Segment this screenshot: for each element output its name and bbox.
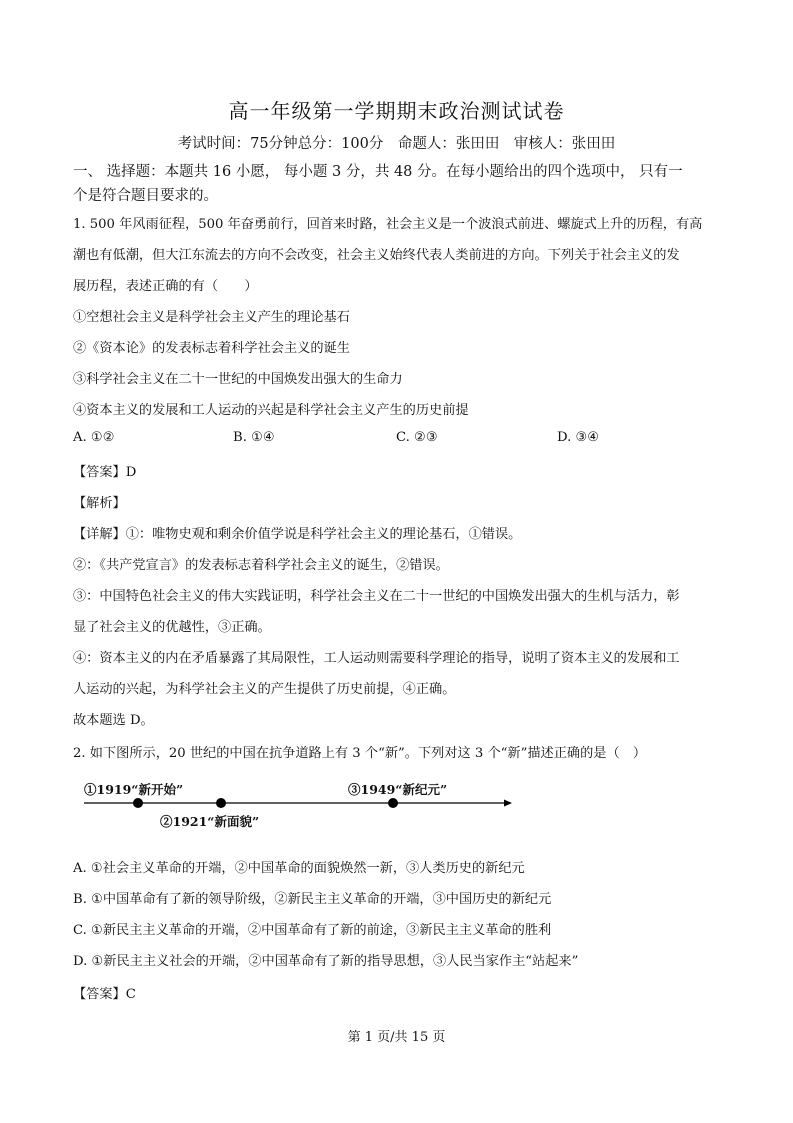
q2-stem: 2. 如下图所示，20 世纪的中国在抗争道路上有 3 个“新”。下列对这 3 个“新”描述正确的是（ ） <box>73 746 647 761</box>
q2-option-b: B. ①中国革命有了新的领导阶级，②新民主主义革命的开端，③中国历史的新纪元 <box>73 892 552 907</box>
q2-answer <box>73 983 136 1002</box>
q1-item-4: ④资本主义的发展和工人运动的兴起是科学社会主义产生的历史前提 <box>73 403 469 418</box>
timeline-arrow <box>504 800 512 807</box>
timeline-point-1919 <box>133 798 143 808</box>
q1-item-3: ③科学社会主义在二十一世纪的中国焕发出强大的生命力 <box>73 372 403 387</box>
q1-detail-line3: ③：中国特色社会主义的伟大实践证明，科学社会主义在二十一世纪的中国焕发出强大的生机与活力，彰 <box>73 589 680 604</box>
q1-option-d: D. ③④ <box>557 430 600 445</box>
q1-option-c: C. ②③ <box>396 430 438 445</box>
detail-text: ①：唯物史观和剩余价值学说是科学社会主义的理论基石，①错误。 <box>125 527 522 542</box>
q1-analysis-tag: 【解析】 <box>73 496 126 511</box>
q1-option-a: A. ①② <box>73 430 115 445</box>
q1-detail-line5: ④：资本主义的内在矛盾暴露了其局限性，工人运动则需要科学理论的指导，说明了资本主义的发展和工 <box>73 651 680 666</box>
answer-value: C <box>125 987 136 1002</box>
q1-detail-line2: ②：《共产党宣言》的发表标志着科学社会主义的诞生，②错误。 <box>73 558 449 573</box>
timeline-label-1921: ②1921“新面貌” <box>160 814 260 829</box>
q2-option-c: C. ①新民主主义革命的开端，②中国革命有了新的前途，③新民主主义革命的胜利 <box>73 923 552 938</box>
q1-detail-line1 <box>73 523 521 542</box>
q1-detail-line6: 人运动的兴起，为科学社会主义的产生提供了历史前提，④正确。 <box>73 682 456 697</box>
answer-value: D <box>125 465 137 480</box>
q1-item-1: ①空想社会主义是科学社会主义产生的理论基石 <box>73 310 350 325</box>
answer-tag: 【答案】 <box>73 465 126 480</box>
exam-meta: 考试时间：75分钟总分：100分 命题人：张田田 审核人：张田田 <box>177 136 616 152</box>
q1-item-2: ②《资本论》的发表标志着科学社会主义的诞生 <box>73 341 350 356</box>
timeline-point-1921 <box>216 798 226 808</box>
page-footer: 第 1 页/共 15 页 <box>347 1030 446 1045</box>
q1-detail-line4: 显了社会主义的优越性，③正确。 <box>73 620 271 635</box>
q2-option-a: A. ①社会主义革命的开端，②中国革命的面貌焕然一新，③人类历史的新纪元 <box>73 861 525 876</box>
q1-detail-line7: 故本题选 D。 <box>73 713 154 728</box>
timeline-label-1919: ①1919“新开始” <box>84 782 184 797</box>
detail-tag: 【详解】 <box>73 527 126 542</box>
timeline-label-1949: ③1949“新纪元” <box>348 782 448 797</box>
q1-stem-line2: 潮也有低潮，但大江东流去的方向不会改变，社会主义始终代表人类前进的方向。下列关于社会主义的发 <box>73 248 680 263</box>
answer-tag: 【答案】 <box>73 987 126 1002</box>
timeline-point-1949 <box>388 798 398 808</box>
q2-option-d: D. ①新民主主义社会的开端，②中国革命有了新的指导思想，③人民当家作主“站起来” <box>73 954 579 969</box>
q1-stem-line3: 展历程，表述正确的有（ ） <box>73 279 258 294</box>
paper-title: 高一年级第一学期期末政治测试试卷 <box>228 99 565 123</box>
section-heading-line1: 一、 选择题：本题共 16 小愿， 每小题 3 分，共 48 分。在每小题给出的四个选项中， 只有一 <box>73 164 683 180</box>
q1-answer <box>73 461 136 480</box>
q1-stem-line1: 1. 500 年风雨征程，500 年奋勇前行，回首来时路，社会主义是一个波浪式前进、螺旋式上升的历程，有高 <box>73 217 703 232</box>
q1-option-b: B. ①④ <box>233 430 275 445</box>
section-heading-line2: 个是符合题目要求的。 <box>73 188 218 204</box>
timeline-figure <box>80 778 520 828</box>
